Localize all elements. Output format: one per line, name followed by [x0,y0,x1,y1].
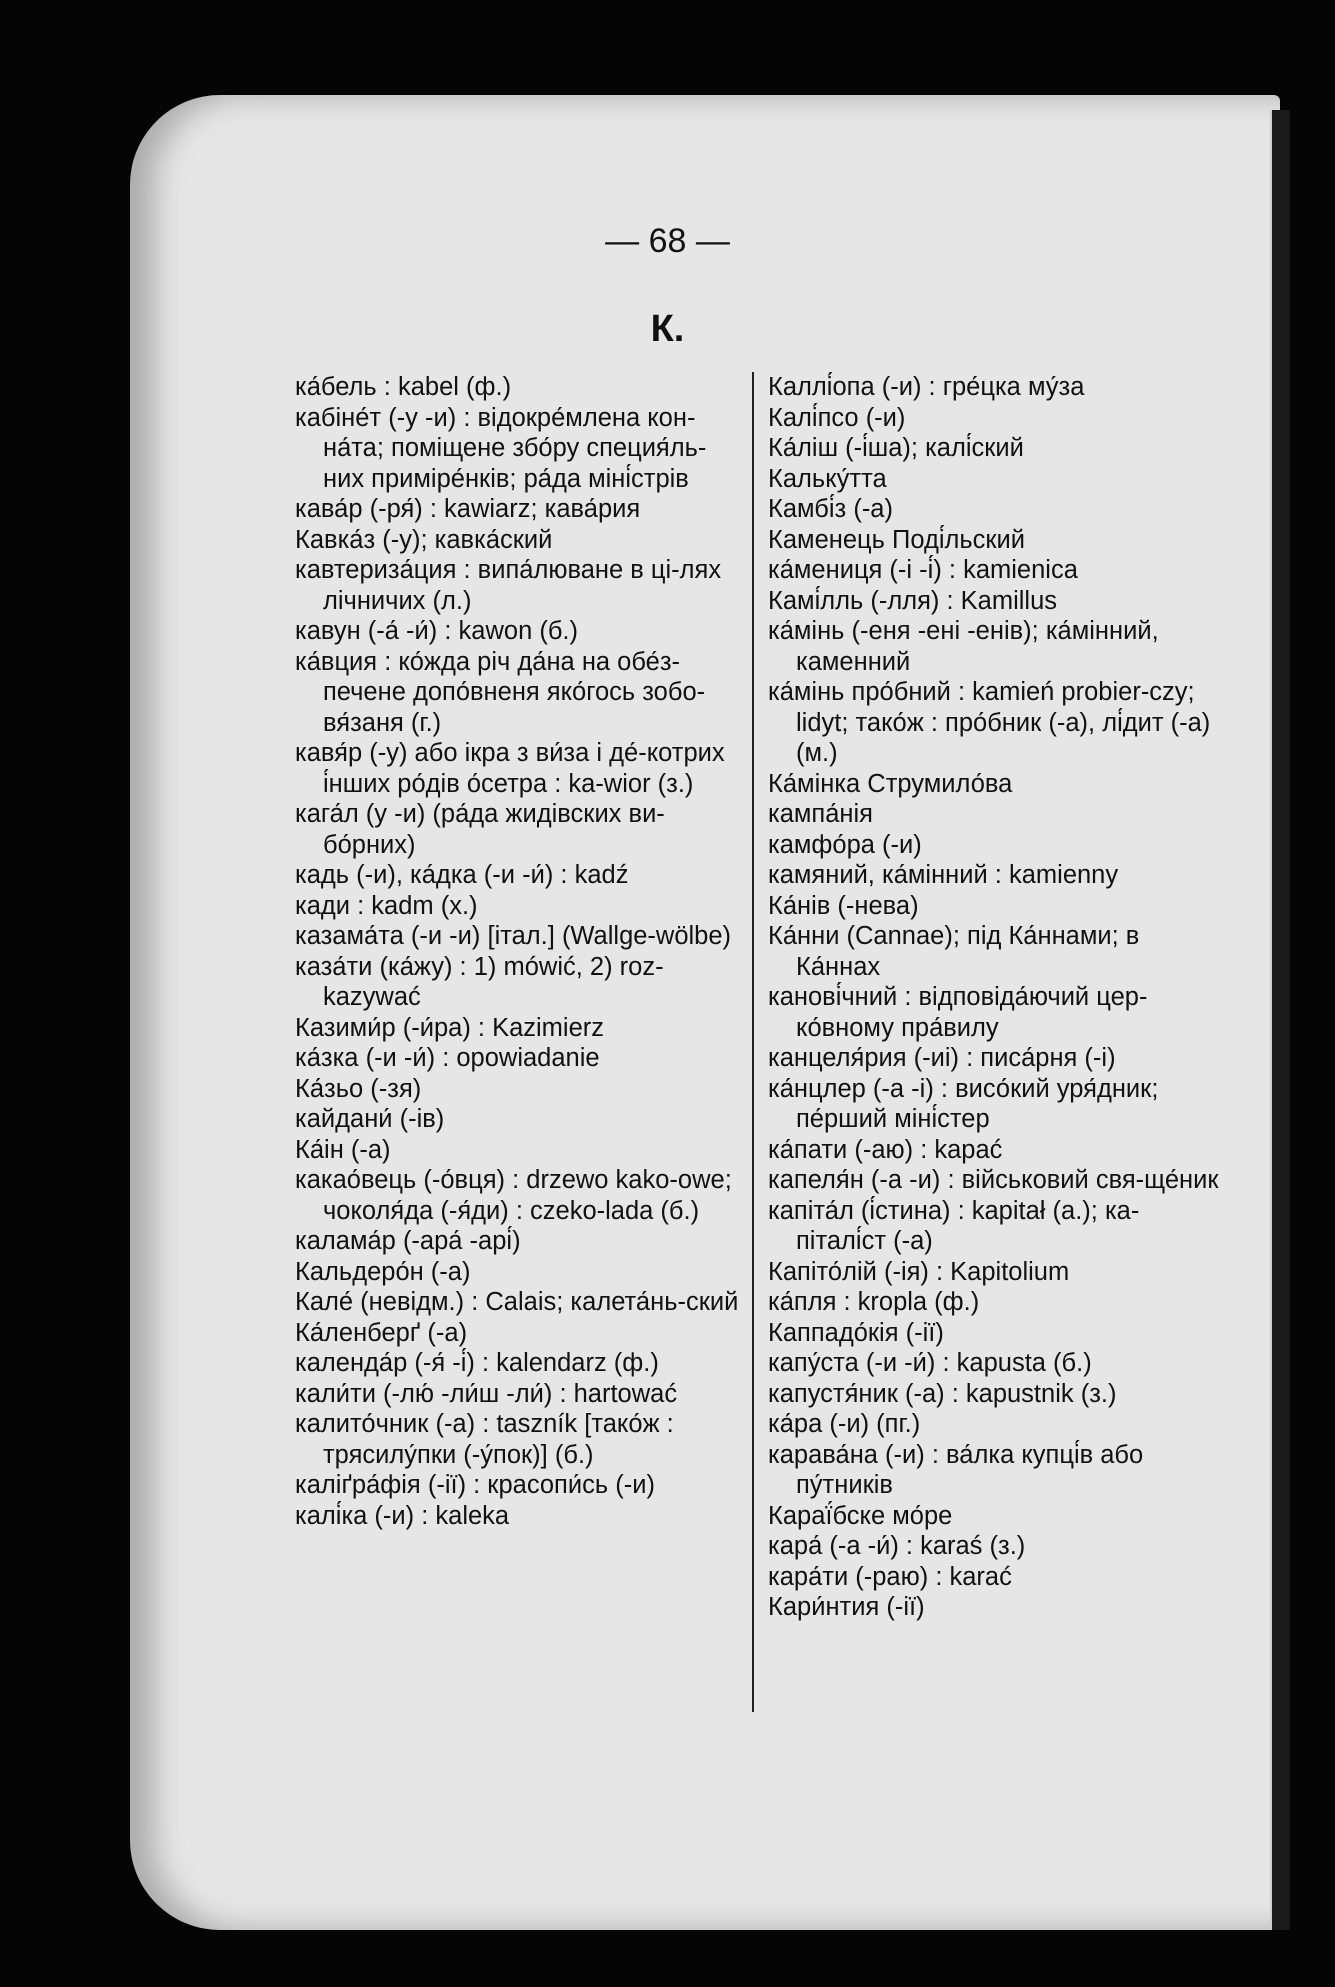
dictionary-entry: ка́бель : kabel (ф.) [295,373,512,401]
dictionary-entry: капіта́л (і́стина) : kapitał (а.); ка-піталі́ст (-а) [768,1196,1140,1255]
dictionary-entry: канові́чний : відповіда́ючий цер-ко́вному пра́вилу [768,983,1148,1042]
dictionary-entry: Ка́мінка Струмило́ва [768,769,1013,798]
dictionary-entry: каза́ти (ка́жу) : 1) mówić, 2) roz-kazywać [295,952,664,1011]
dictionary-entry: кади : kadm (х.) [295,891,478,920]
left-column [295,372,743,1531]
dictionary-entry: кара́ (-а -и́) : karaś (з.) [768,1532,1026,1560]
column-divider [752,372,754,1712]
dictionary-entry: капу́ста (-и -и́) : kapusta (б.) [768,1349,1092,1377]
dictionary-entry: какао́вець (-о́вця) : drzewo kako-owe; чоколя́да (-я́ди) : czeko-lada (б.) [295,1166,732,1225]
dictionary-entry: ка́вция : ко́жда річ да́на на обе́з-печене допо́вненя яко́гось зобо-вя́заня (г.) [295,647,706,737]
dictionary-entry: кали́ти (-лю́ -ли́ш -ли́) : hartować [295,1379,678,1408]
dictionary-entry: кава́р (-ря́) : kawiarz; кава́рия [295,495,641,523]
dictionary-entry: камфо́ра (-и) [768,830,922,859]
section-letter: К. [650,308,685,350]
dictionary-entry: Каллі́опа (-и) : гре́цка му́за [768,373,1085,401]
dictionary-entry: Кальку́тта [768,464,887,493]
dictionary-entry: Каппадо́кія (-ії) [768,1318,944,1347]
dictionary-entry: Калі́псо (-и) [768,403,906,432]
dictionary-entry: Кари́нтия (-ії) [768,1593,925,1621]
dictionary-entry: Кавка́з (-у); кавка́ский [295,525,553,554]
dictionary-entry: ка́ра (-и) (пг.) [768,1410,921,1438]
dictionary-entry: кара́ти (-раю) : karać [768,1562,1012,1591]
dictionary-entry: кампа́нія [768,800,873,828]
dictionary-entry: ка́пля : kropla (ф.) [768,1288,980,1316]
dictionary-entry: кабіне́т (-у -и) : відокре́млена кон-на́та; поміщене збо́ру специя́ль-них приміре́нків; ра́да міні́стрів [295,403,707,493]
dictionary-entry: ка́нцлер (-а -і) : висо́кий уря́дник; пе́рший міні́стер [768,1074,1159,1133]
dictionary-entry: казама́та (-и -и) [італ.] (Wallge-wölbe) [295,922,732,950]
dictionary-entry: Ка́зьо (-зя) [295,1074,422,1103]
dictionary-entry: ка́зка (-и -и́) : opowiadanie [295,1044,600,1072]
dictionary-entry: Ка́ін (-а) [295,1135,391,1164]
dictionary-entry: Ка́ленберґ (-а) [295,1318,468,1347]
dictionary-entry: Камбі́з (-а) [768,495,893,523]
dictionary-entry: Ка́ліш (-і́ша); калі́ский [768,434,1024,462]
page-number: — 68 — [605,222,730,260]
dictionary-entry: ка́мениця (-і -і́) : kamienica [768,556,1078,584]
dictionary-entry: ка́пати (-аю) : kapać [768,1135,1003,1164]
dictionary-entry: каліґра́фія (-ії) : красопи́сь (-и) [295,1471,655,1499]
dictionary-entry: канцеля́рия (-иі) : писа́рня (-і) [768,1044,1116,1072]
dictionary-entry: калі́ка (-и) : kaleka [295,1501,510,1530]
dictionary-entry: Камі́лль (-лля) : Kamillus [768,586,1058,615]
dictionary-entry: капеля́н (-а -и) : військовий свя-ще́ник [768,1166,1219,1194]
dictionary-entry: календа́р (-я́ -і́) : kalendarz (ф.) [295,1349,659,1377]
dictionary-entry: Капіто́лій (-ія) : Kapitolium [768,1257,1070,1286]
dictionary-entry: кавун (-а́ -и́) : kawon (б.) [295,617,579,645]
dictionary-entry: калито́чник (-а) : taszník [тако́ж : трясилу́пки (-у́пок)] (б.) [295,1410,674,1469]
dictionary-entry: кайдани́ (-ів) [295,1105,445,1133]
dictionary-entry: карава́на (-и) : ва́лка купці́в або пу́тників [768,1440,1144,1499]
dictionary-entry: кавтериза́ция : випа́люване в ці-лях лічничих (л.) [295,556,722,615]
dictionary-entry: Кальдеро́н (-а) [295,1257,471,1286]
dictionary-entry: камяний, ка́мінний : kamienny [768,861,1119,889]
dictionary-entry: кага́л (у -и) (ра́да жидівских ви-бо́рних) [295,800,665,859]
dictionary-entry: кавя́р (-у) або ікра з ви́за і де́-котрих і́нших ро́дів о́сетра : ka-wior (з.) [295,739,725,798]
book-spine-edge [1270,110,1290,1930]
dictionary-entry: Кале́ (невідм.) : Calais; калета́нь-ский [295,1288,739,1316]
dictionary-entry: Ка́нів (-нева) [768,891,919,920]
dictionary-entry: ка́мінь про́бний : kamień probier-czy; lidyt; тако́ж : про́бник (-а), лі́дит (-а) (м.) [768,678,1211,767]
dictionary-entry: капустя́ник (-а) : kapustnik (з.) [768,1379,1117,1408]
dictionary-entry: кадь (-и), ка́дка (-и -и́) : kadź [295,861,629,889]
dictionary-entry: Ка́нни (Cannae); під Ка́ннами; в Ка́ннах [768,922,1140,981]
dictionary-entry: Казими́р (-и́ра) : Kazimierz [295,1013,605,1042]
dictionary-entry: Каменець Поді́льский [768,525,1026,554]
right-column [768,372,1228,1623]
dictionary-entry: калама́р (-ара́ -арі́) [295,1227,521,1255]
dictionary-entry: Караї́бске мо́ре [768,1501,953,1530]
dictionary-entry: ка́мінь (-еня -ені -енів); ка́мінний, каменний [768,617,1159,676]
